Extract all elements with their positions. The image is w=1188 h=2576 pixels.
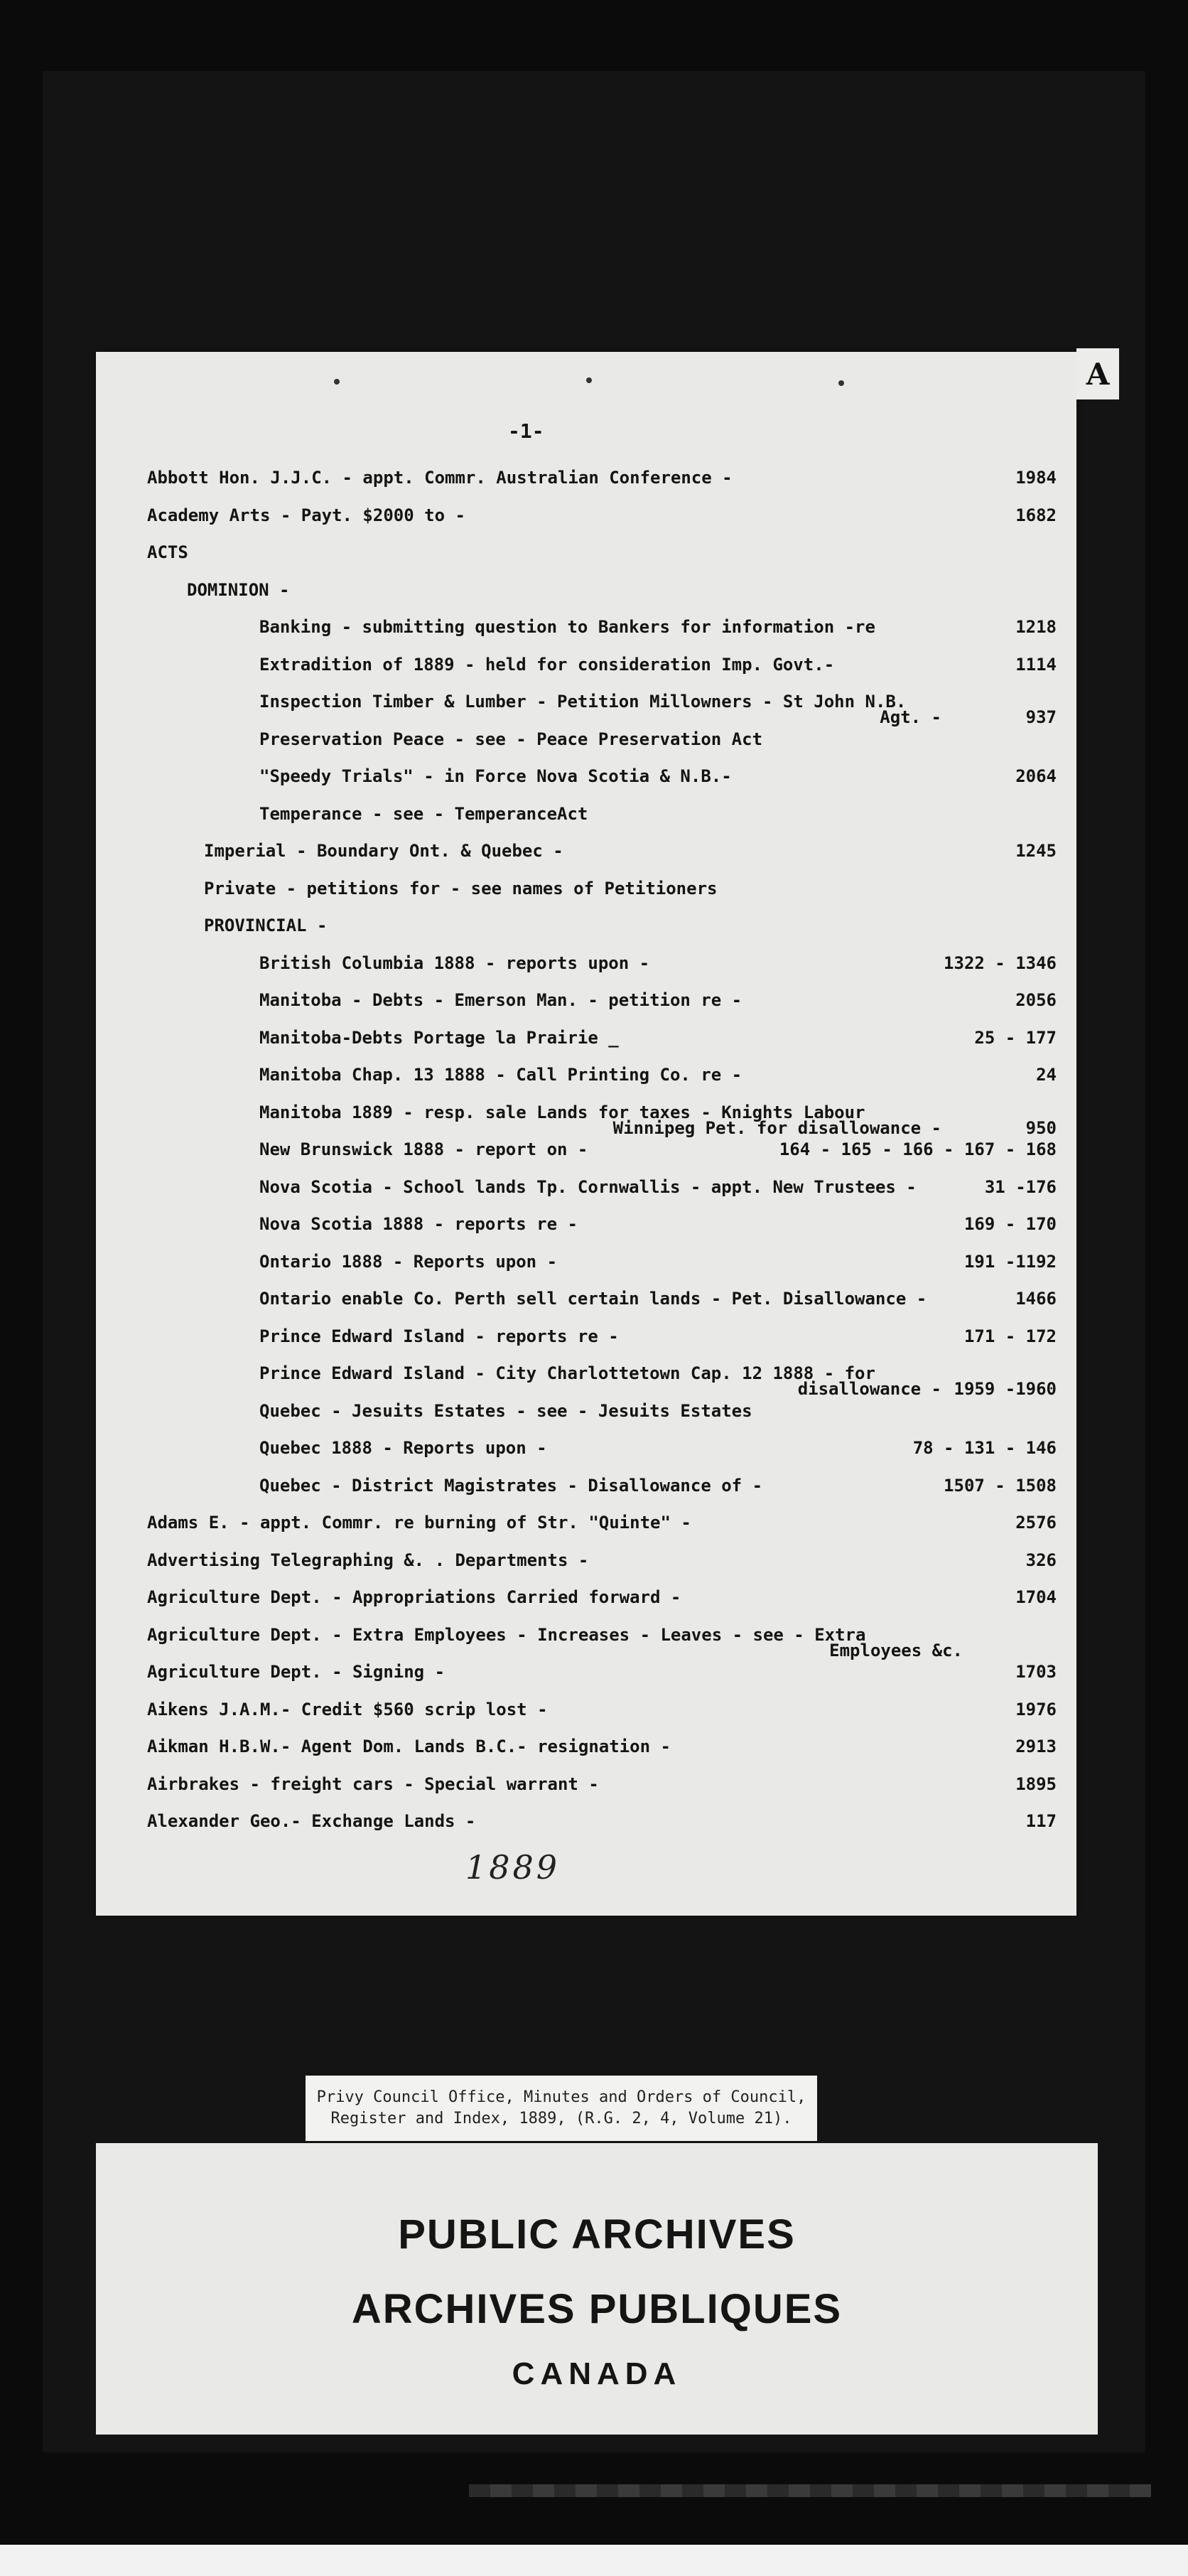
- index-entry: [96, 1809, 1076, 1837]
- entry-text: Manitoba 1889 - resp. sale Lands for taxes - Knights Labour: [259, 1102, 865, 1122]
- index-entry: [96, 876, 1076, 905]
- index-entry: [96, 913, 1076, 942]
- entry-text: Agriculture Dept. - Appropriations Carried forward -: [147, 1587, 681, 1607]
- entry-reference: 169 - 170: [963, 1214, 1057, 1234]
- entry-reference: 2056: [1015, 990, 1057, 1010]
- entry-text: Temperance - see - TemperanceAct: [259, 803, 588, 824]
- index-entry: [96, 1548, 1076, 1577]
- entry-text: Inspection Timber & Lumber - Petition Millowners - St John N.B.: [259, 692, 907, 712]
- index-entry: [96, 503, 1076, 532]
- index-entry: [96, 466, 1076, 494]
- entry-text: Quebec - District Magistrates - Disallowance of -: [259, 1475, 763, 1496]
- entry-text: Alexander Geo.- Exchange Lands -: [147, 1811, 476, 1831]
- entry-text: Prince Edward Island - City Charlottetown Cap. 12 1888 - for: [259, 1363, 875, 1383]
- entry-reference: 1322 - 1346: [944, 952, 1057, 973]
- entry-text: ACTS: [147, 542, 188, 562]
- entry-text: British Columbia 1888 - reports upon -: [259, 952, 650, 973]
- entry-reference: 1218: [1015, 617, 1057, 637]
- entry-text: Adams E. - appt. Commr. re burning of Str. "Quinte" -: [147, 1513, 691, 1533]
- entry-reference: 1704: [1015, 1587, 1057, 1607]
- index-entry: [96, 1137, 1076, 1166]
- index-entry: [96, 1772, 1076, 1800]
- index-entry: [96, 764, 1076, 793]
- entry-text: "Speedy Trials" - in Force Nova Scotia & N.B.-: [259, 766, 732, 786]
- entry-text: Manitoba-Debts Portage la Prairie _: [259, 1027, 619, 1048]
- entry-reference: 1245: [1015, 841, 1057, 861]
- entry-reference: 1703: [1015, 1662, 1057, 1682]
- entry-text: Private - petitions for - see names of Petitioners: [204, 878, 718, 898]
- citation-line-1: Privy Council Office, Minutes and Orders of Council,: [316, 2088, 806, 2106]
- index-entry: [96, 540, 1076, 569]
- index-entry: [96, 1175, 1076, 1203]
- entry-reference: 1507 - 1508: [944, 1475, 1057, 1496]
- entry-text: New Brunswick 1888 - report on -: [259, 1139, 588, 1159]
- index-page: [96, 352, 1076, 1916]
- entry-reference: 25 - 177: [974, 1027, 1057, 1048]
- entry-continuation: Agt. -: [880, 707, 941, 727]
- entry-reference: 2576: [1015, 1513, 1057, 1533]
- entry-text: Airbrakes - freight cars - Special warrant -: [147, 1773, 599, 1794]
- entry-text: DOMINION -: [187, 579, 290, 600]
- entry-reference: 2064: [1015, 766, 1057, 786]
- index-entry: [96, 1474, 1076, 1502]
- index-entry: [96, 689, 1076, 727]
- index-entry: [96, 1697, 1076, 1726]
- index-entry: [96, 1734, 1076, 1763]
- handwritten-year: 1889: [465, 1848, 561, 1887]
- entry-reference: 326: [1025, 1550, 1057, 1570]
- index-entry: [96, 1660, 1076, 1688]
- index-entry: [96, 1026, 1076, 1054]
- entry-reference: 31 -176: [984, 1176, 1057, 1197]
- entry-text: Preservation Peace - see - Peace Preservation Act: [259, 729, 763, 749]
- entry-reference: 1114: [1015, 654, 1057, 675]
- entry-continuation: Employees &c.: [829, 1640, 963, 1660]
- index-entry: [96, 1250, 1076, 1278]
- index-entry: [96, 1324, 1076, 1353]
- entry-text: Ontario enable Co. Perth sell certain lands - Pet. Disallowance -: [259, 1289, 927, 1309]
- entry-text: Abbott Hon. J.J.C. - appt. Commr. Australian Conference -: [147, 468, 733, 488]
- entry-reference: 1895: [1015, 1773, 1057, 1794]
- index-entry: [96, 1399, 1076, 1427]
- punch-mark: [838, 380, 844, 386]
- entry-reference: 1984: [1015, 468, 1057, 488]
- entry-text: PROVINCIAL -: [204, 916, 328, 935]
- index-entry: [96, 1100, 1076, 1138]
- entry-reference: 117: [1025, 1811, 1057, 1831]
- entry-text: Academy Arts - Payt. $2000 to -: [147, 505, 465, 525]
- entry-reference: 1466: [1015, 1289, 1057, 1309]
- entry-text: Manitoba - Debts - Emerson Man. - petition re -: [259, 990, 742, 1010]
- entry-reference: 2913: [1015, 1737, 1057, 1756]
- entry-text: Nova Scotia 1888 - reports re -: [259, 1214, 578, 1234]
- page-number: -1-: [508, 419, 544, 443]
- page-tab: A: [1076, 348, 1119, 399]
- entry-reference: 937: [1025, 707, 1057, 727]
- index-entry: [96, 951, 1076, 980]
- film-edge: [469, 2484, 1151, 2497]
- index-entry: [96, 1361, 1076, 1399]
- index-entry: [96, 727, 1076, 756]
- index-entry: [96, 578, 1076, 606]
- index-entry: [96, 1287, 1076, 1315]
- index-entry: [96, 1585, 1076, 1614]
- entry-text: Nova Scotia - School lands Tp. Cornwallis - appt. New Trustees -: [259, 1176, 917, 1197]
- citation-line-2: Register and Index, 1889, (R.G. 2, 4, Volume 21).: [330, 2110, 792, 2127]
- entry-text: Manitoba Chap. 13 1888 - Call Printing Co. re -: [259, 1065, 742, 1085]
- entry-text: Quebec 1888 - Reports upon -: [259, 1438, 547, 1458]
- entry-reference: 1682: [1015, 505, 1057, 525]
- entry-text: Extradition of 1889 - held for consideration Imp. Govt.-: [259, 654, 835, 675]
- punch-mark: [334, 379, 340, 385]
- index-entry: [96, 1510, 1076, 1539]
- entry-continuation: Winnipeg Pet. for disallowance -: [612, 1117, 941, 1138]
- entry-text: Ontario 1888 - Reports upon -: [259, 1251, 558, 1272]
- entry-text: Agriculture Dept. - Signing -: [147, 1662, 446, 1682]
- entry-reference: 24: [1036, 1065, 1057, 1085]
- entry-text: Quebec - Jesuits Estates - see - Jesuits Estates: [259, 1400, 752, 1421]
- entry-reference: 78 - 131 - 146: [912, 1438, 1057, 1458]
- entry-text: Advertising Telegraphing &. . Departments -: [147, 1550, 589, 1570]
- archives-card: [96, 2143, 1098, 2435]
- archives-line-3: CANADA: [512, 2356, 682, 2391]
- entry-reference: 164 - 165 - 166 - 167 - 168: [779, 1139, 1057, 1159]
- archives-line-1: PUBLIC ARCHIVES: [398, 2211, 796, 2258]
- punch-mark: [586, 377, 592, 383]
- index-entry: [96, 839, 1076, 867]
- citation-label: [306, 2076, 817, 2141]
- entry-text: Agriculture Dept. - Extra Employees - Increases - Leaves - see - Extra: [147, 1624, 866, 1645]
- index-entry: [96, 1212, 1076, 1240]
- entry-reference: 1976: [1015, 1699, 1057, 1719]
- entry-text: Aikman H.B.W.- Agent Dom. Lands B.C.- resignation -: [147, 1737, 671, 1756]
- index-entry: [96, 802, 1076, 830]
- index-entry: [96, 615, 1076, 643]
- index-entry: [96, 1623, 1076, 1660]
- index-entry: [96, 1063, 1076, 1091]
- entry-reference: 950: [1025, 1117, 1057, 1138]
- bottom-strip: [0, 2545, 1188, 2576]
- index-entry: [96, 1436, 1076, 1464]
- index-entry: [96, 988, 1076, 1016]
- index-entry: [96, 653, 1076, 681]
- entry-reference: 191 -1192: [963, 1251, 1057, 1272]
- entry-continuation: disallowance -: [797, 1379, 941, 1399]
- entry-text: Imperial - Boundary Ont. & Quebec -: [204, 841, 563, 861]
- archives-line-2: ARCHIVES PUBLIQUES: [351, 2286, 843, 2332]
- entry-text: Aikens J.A.M.- Credit $560 scrip lost -: [147, 1699, 548, 1719]
- entry-text: Banking - submitting question to Bankers for information -re: [259, 617, 875, 637]
- entry-reference: 1959 -1960: [954, 1379, 1057, 1399]
- entry-reference: 171 - 172: [963, 1326, 1057, 1346]
- entry-text: Prince Edward Island - reports re -: [259, 1326, 619, 1346]
